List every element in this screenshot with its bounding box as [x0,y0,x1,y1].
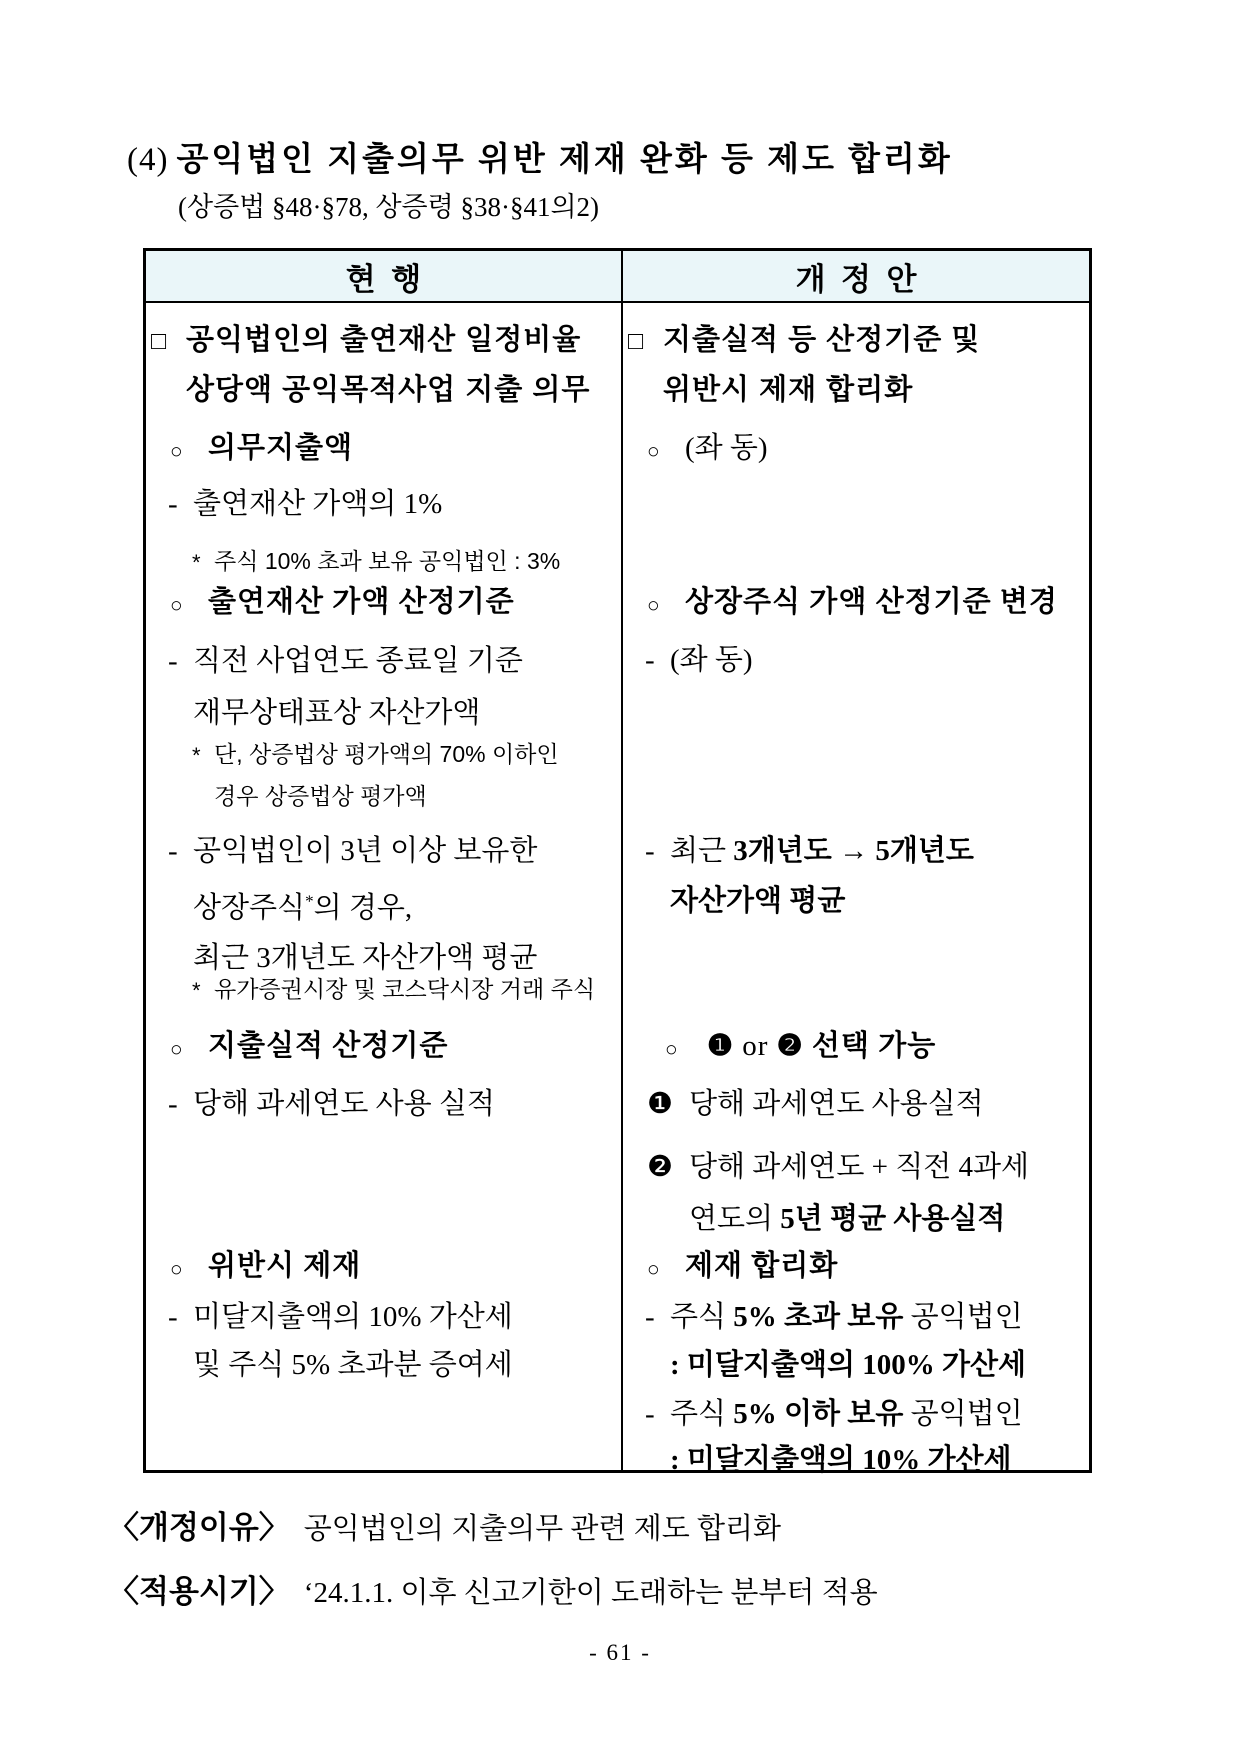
page-subtitle: (상증법 §48·§78, 상증령 §38·§41의2) [178,192,600,222]
current-note70-line1: 단, 상증법상 평가액의 70% 이하인 [214,741,559,767]
column-revised [623,303,1089,1476]
page-number: - 61 - [589,1640,651,1665]
revised-recent-years-item [623,826,1089,926]
revised-criteria-line1: 지출실적 등 산정기준 및 [663,324,981,356]
dash-bullet-icon: - [645,1301,655,1333]
current-note70-line2: 경우 상증법상 평가액 [214,783,427,809]
revised-under5pct-item [623,1391,1089,1483]
table-body [146,303,1089,1476]
circle-bullet-icon: ○ [170,1037,183,1061]
application-timing-label: 〈적용시기〉 [108,1574,290,1609]
two-circled-icon: ❷ [647,1151,673,1183]
current-holding-item [146,826,621,983]
current-spending-heading: ○ 지출실적 산정기준 [146,1021,621,1071]
revised-option2-line1: 당해 과세연도 + 직전 4과세 [689,1151,1029,1183]
revision-reason-text: 공익법인의 지출의무 관련 제도 합리화 [303,1513,782,1545]
circle-bullet-icon: ○ [170,439,183,463]
revised-same-as-left-1: ○ (좌 동) [623,423,1089,473]
dash-bullet-icon: - [168,488,178,520]
dash-bullet-icon: - [168,645,178,677]
application-timing-text: ‘24.1.1. 이후 신고기한이 도래하는 분부터 적용 [303,1577,878,1609]
current-sanction-line2: 및 주식 5% 초과분 증여세 [193,1349,513,1381]
circle-bullet-icon: ○ [170,593,183,617]
asterisk-superscript: * [305,891,314,910]
arrow-right-icon: → [831,835,876,867]
one-circled-icon: ❶ [647,1088,673,1120]
table-header-row [146,251,1089,303]
circle-bullet-icon: ○ [665,1037,678,1061]
column-current [146,303,623,1471]
circle-bullet-icon: ○ [647,1257,660,1281]
current-use-item: - 당해 과세연도 사용 실적 [146,1079,621,1129]
revised-option1-item: ❶ 당해 과세연도 사용실적 [623,1079,1089,1129]
current-holding-line1: 공익법인이 3년 이상 보유한 [193,835,538,867]
dash-bullet-icon: - [168,835,178,867]
revised-under5pct-line1: 주식 5% 이하 보유 공익법인 [670,1398,1023,1430]
current-duty-line1: 공익법인의 출연재산 일정비율 [186,324,582,356]
current-note-market: * 유가증권시장 및 코스닥시장 거래 주식 [146,969,621,1009]
current-holding-line2: 상장주식*의 경우, [193,891,413,924]
revised-criteria-line2: 위반시 제재 합리화 [663,374,914,406]
column-header-revised: 개 정 안 [795,261,917,297]
square-bullet-icon: □ [151,327,168,355]
revised-over5pct-line1: 주식 5% 초과 보유 공익법인 [670,1301,1023,1333]
title-number: (4) [127,142,169,178]
current-sanction-line1: 미달지출액의 10% 가산세 [193,1301,513,1333]
revision-reason-label: 〈개정이유〉 [108,1510,290,1545]
star-note-icon: * [192,978,201,1003]
current-holding-line3: 최근 3개년도 자산가액 평균 [193,941,538,974]
page-title [127,133,953,180]
revised-under5pct-line2: : 미달지출액의 10% 가산세 [670,1444,1012,1476]
revision-reason-line [108,1502,781,1547]
revised-over5pct-line2: : 미달지출액의 100% 가산세 [670,1349,1027,1381]
title-text: 공익법인 지출의무 위반 제재 완화 등 제도 합리화 [176,142,953,178]
current-duty-line2: 상당액 공익목적사업 지출 의무 [186,374,591,406]
current-fiscal-line2: 재무상태표상 자산가액 [193,697,481,729]
revised-rational-heading: ○ 제재 합리화 [623,1241,1089,1291]
two-circled-icon: ❷ [776,1030,804,1062]
one-circled-icon: ❶ [707,1030,734,1062]
revised-recent-line1: 최근 3개년도 → 5개년도 [670,835,974,867]
current-contrib-item: - 출연재산 가액의 1% [146,479,621,529]
dash-bullet-icon: - [645,835,655,867]
current-sanction-item [146,1293,621,1389]
application-timing-line [108,1566,878,1611]
revised-recent-line2: 자산가액 평균 [670,885,846,917]
current-note-70pct [146,733,621,817]
revised-choice-heading: ○ ❶ or ❷ 선택 가능 [623,1021,1089,1071]
circle-bullet-icon: ○ [647,593,660,617]
dash-bullet-icon: - [645,644,655,676]
revised-criteria-block [623,315,1089,415]
dash-bullet-icon: - [168,1301,178,1333]
column-header-current: 현 행 [146,251,623,301]
revised-listed-heading: ○ 상장주식 가액 산정기준 변경 [623,577,1089,627]
revised-option2-line2: 연도의 5년 평균 사용실적 [689,1203,1006,1235]
square-bullet-icon: □ [628,327,645,355]
current-fiscal-line1: 직전 사업연도 종료일 기준 [193,645,523,677]
comparison-table [143,248,1092,1476]
circle-bullet-icon: ○ [647,439,660,463]
revised-over5pct-item [623,1293,1089,1389]
current-mandatory-heading: ○ 의무지출액 [146,423,621,473]
current-note-stock10: * 주식 10% 초과 보유 공익법인 : 3% [146,541,621,581]
revised-option2-item [623,1141,1089,1245]
dash-bullet-icon: - [168,1088,178,1120]
star-note-icon: * [192,550,201,575]
star-note-icon: * [192,743,201,768]
circle-bullet-icon: ○ [170,1257,183,1281]
current-duty-block [146,315,621,415]
current-valuation-heading: ○ 출연재산 가액 산정기준 [146,577,621,627]
current-sanction-heading: ○ 위반시 제재 [146,1241,621,1291]
revised-same-as-left-2: - (좌 동) [623,635,1089,685]
dash-bullet-icon: - [645,1398,655,1430]
current-fiscal-item [146,635,621,739]
